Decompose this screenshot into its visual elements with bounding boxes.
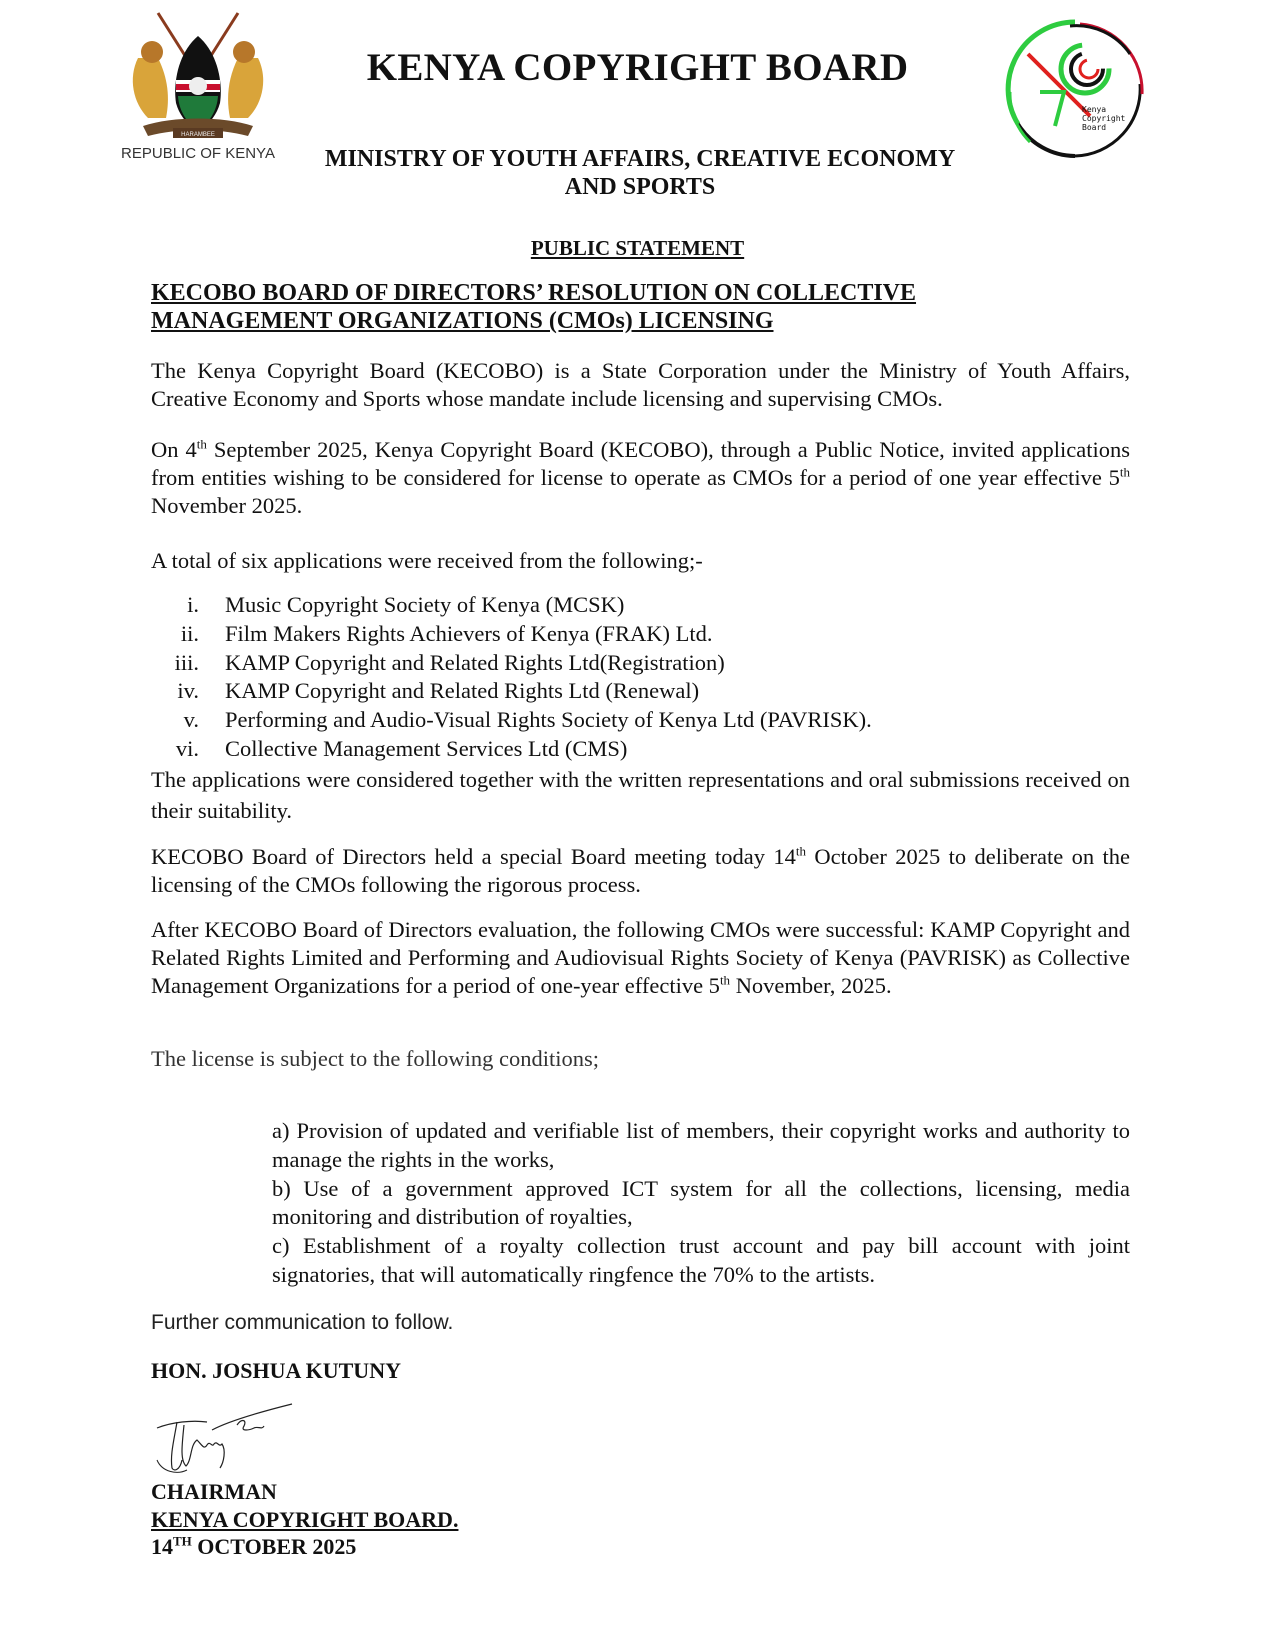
heading-line-2: MANAGEMENT ORGANIZATIONS (CMOs) LICENSING — [151, 308, 774, 334]
svg-text:HARAMBEE: HARAMBEE — [181, 132, 215, 138]
signature — [152, 1400, 312, 1475]
paragraph-conditions-intro: The license is subject to the following conditions; — [151, 1046, 600, 1071]
statement-date: 14TH OCTOBER 2025 — [151, 1533, 357, 1559]
signatory-name: HON. JOSHUA KUTUNY — [151, 1358, 401, 1383]
paragraph-successful-cmos: After KECOBO Board of Directors evaluation, the following CMOs were successful: KAMP Copyright and Related Rights Limited and Performing and Audiovisual Rights Society of Kenya (PAVRISK) as Collective Management Organizations for a period of one-year effective 5th November, 2025. — [151, 917, 1130, 998]
list-item: ii. Film Makers Rights Achievers of Kenya (FRAK) Ltd. — [180, 620, 713, 646]
ministry-name — [300, 145, 980, 201]
paragraph-applications-intro: A total of six applications were received from the following;- — [151, 548, 703, 573]
heading-line-1: KECOBO BOARD OF DIRECTORS’ RESOLUTION ON COLLECTIVE — [151, 280, 917, 306]
applicants-list — [151, 591, 1051, 764]
conditions-list — [272, 1117, 1130, 1290]
list-item: v. Performing and Audio-Visual Rights Society of Kenya Ltd (PAVRISK). — [183, 707, 872, 733]
ministry-line-2: AND SPORTS — [564, 174, 716, 200]
list-item: i. Music Copyright Society of Kenya (MCSK) — [187, 592, 625, 617]
list-item: iii. KAMP Copyright and Related Rights Ltd(Registration) — [174, 649, 725, 675]
further-communication-note: Further communication to follow. — [151, 1311, 454, 1334]
signatory-role: CHAIRMAN — [151, 1479, 277, 1504]
condition-item: c) Establishment of a royalty collection trust account and pay bill account with joint signatories, that will automatically ringfence the 70% to the artists. — [272, 1233, 1130, 1287]
statement-heading — [151, 279, 1101, 335]
document-type-label: PUBLIC STATEMENT — [530, 236, 745, 260]
ministry-line-1: MINISTRY OF YOUTH AFFAIRS, CREATIVE ECONOMY — [324, 146, 956, 172]
svg-text:Kenya: Kenya — [1082, 105, 1107, 114]
paragraph-intro: The Kenya Copyright Board (KECOBO) is a State Corporation under the Ministry of Youth Affairs, Creative Economy and Sports whose mandate include licensing and supervising CMOs. — [151, 358, 1130, 411]
signatory-organization: KENYA COPYRIGHT BOARD. — [151, 1507, 459, 1532]
paragraph-considerations: The applications were considered together with the written representations and oral submissions received on their suitability. — [151, 767, 1130, 823]
paragraph-public-notice: On 4th September 2025, Kenya Copyright Board (KECOBO), through a Public Notice, invited applications from entities wishing to be considered for license to operate as CMOs for a period of one year effective 5th November 2025. — [151, 436, 1131, 518]
paragraph-board-meeting: KECOBO Board of Directors held a special Board meeting today 14th October 2025 to deliberate on the licensing of the CMOs following the rigorous process. — [151, 843, 1130, 897]
list-item: vi. Collective Management Services Ltd (CMS) — [175, 735, 628, 761]
coat-of-arms-caption: REPUBLIC OF KENYA — [121, 145, 275, 162]
svg-text:Copyright: Copyright — [1082, 114, 1126, 123]
list-item: iv. KAMP Copyright and Related Rights Ltd (Renewal) — [177, 678, 700, 704]
condition-item: a) Provision of updated and verifiable list of members, their copyright works and authority to manage the rights in the works, — [272, 1118, 1130, 1172]
condition-item: b) Use of a government approved ICT system for all the collections, licensing, media monitoring and distribution of royalties, — [272, 1175, 1130, 1230]
page-title: KENYA COPYRIGHT BOARD — [366, 46, 909, 89]
svg-text:Board: Board — [1082, 123, 1107, 132]
